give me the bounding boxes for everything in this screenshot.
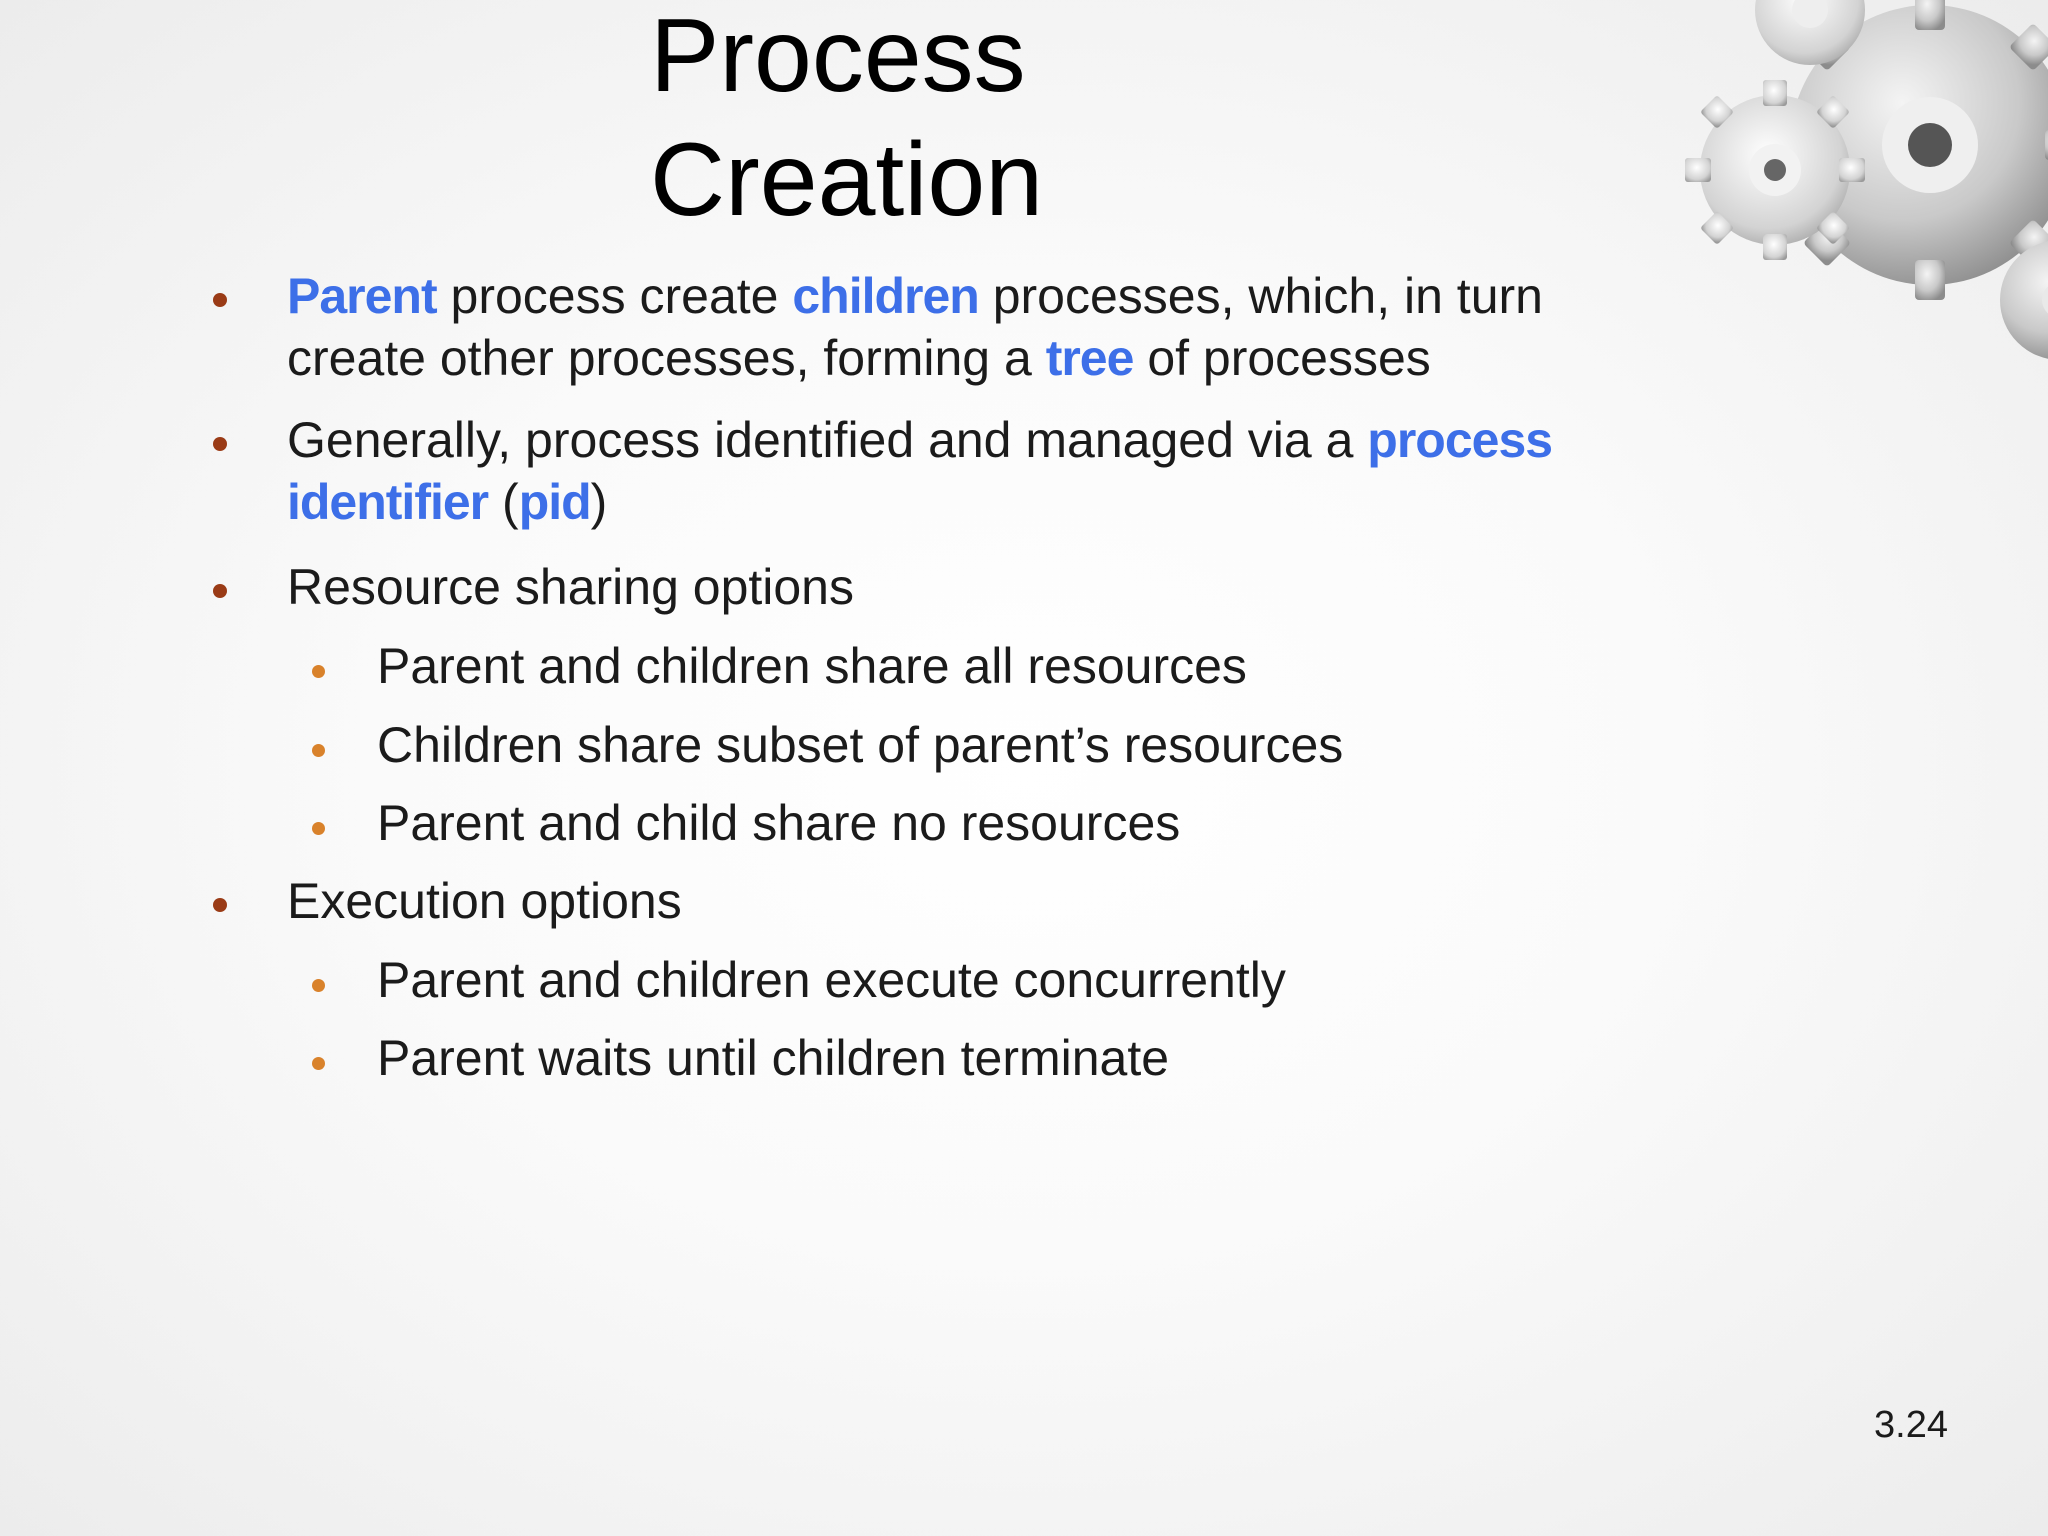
bullet-text: Generally, process identified and managed via a xyxy=(287,412,1368,468)
page-number: 3.24 xyxy=(1874,1404,1948,1446)
slide-title-line2: Creation xyxy=(650,122,1044,238)
keyword-tree: tree xyxy=(1045,330,1134,386)
sub-bullet-item: Parent and children share all resources xyxy=(377,638,1247,694)
bullet-text: of processes xyxy=(1133,330,1431,386)
bullet-dot-icon xyxy=(213,898,227,912)
sub-bullet-dot-icon xyxy=(312,979,325,992)
keyword-pid: pid xyxy=(518,474,591,530)
bullet-text: processes, which, in turn create other processes, forming a xyxy=(287,268,1543,386)
bullet-dot-icon xyxy=(213,293,227,307)
sub-bullet-item: Parent waits until children terminate xyxy=(377,1030,1170,1086)
gear-small-icon xyxy=(1685,80,1865,260)
bullet-resource-sharing: Resource sharing options xyxy=(287,559,854,615)
bullet-text: ) xyxy=(590,474,608,530)
slide-title xyxy=(650,0,1043,242)
sub-bullet-dot-icon xyxy=(312,1057,325,1070)
sub-bullet-item: Parent and child share no resources xyxy=(377,795,1181,851)
slide-title-line1: Process xyxy=(650,0,1026,114)
bullet-pid xyxy=(287,409,1607,533)
bullet-dot-icon xyxy=(213,437,227,451)
gears-illustration xyxy=(1660,0,2048,390)
bullet-text: ( xyxy=(488,474,519,530)
sub-bullet-dot-icon xyxy=(312,665,325,678)
sub-bullet-item: Children share subset of parent’s resources xyxy=(377,717,1344,773)
bullet-execution-options: Execution options xyxy=(287,873,682,929)
sub-bullet-dot-icon xyxy=(312,822,325,835)
bullet-parent-children xyxy=(287,265,1607,389)
sub-bullet-item: Parent and children execute concurrently xyxy=(377,952,1286,1008)
keyword-children: children xyxy=(792,268,979,324)
sub-bullet-dot-icon xyxy=(312,744,325,757)
bullet-dot-icon xyxy=(213,584,227,598)
keyword-parent: Parent xyxy=(287,268,437,324)
bullet-text: process create xyxy=(436,268,793,324)
keyword-process-identifier: process identifier xyxy=(287,412,1553,530)
